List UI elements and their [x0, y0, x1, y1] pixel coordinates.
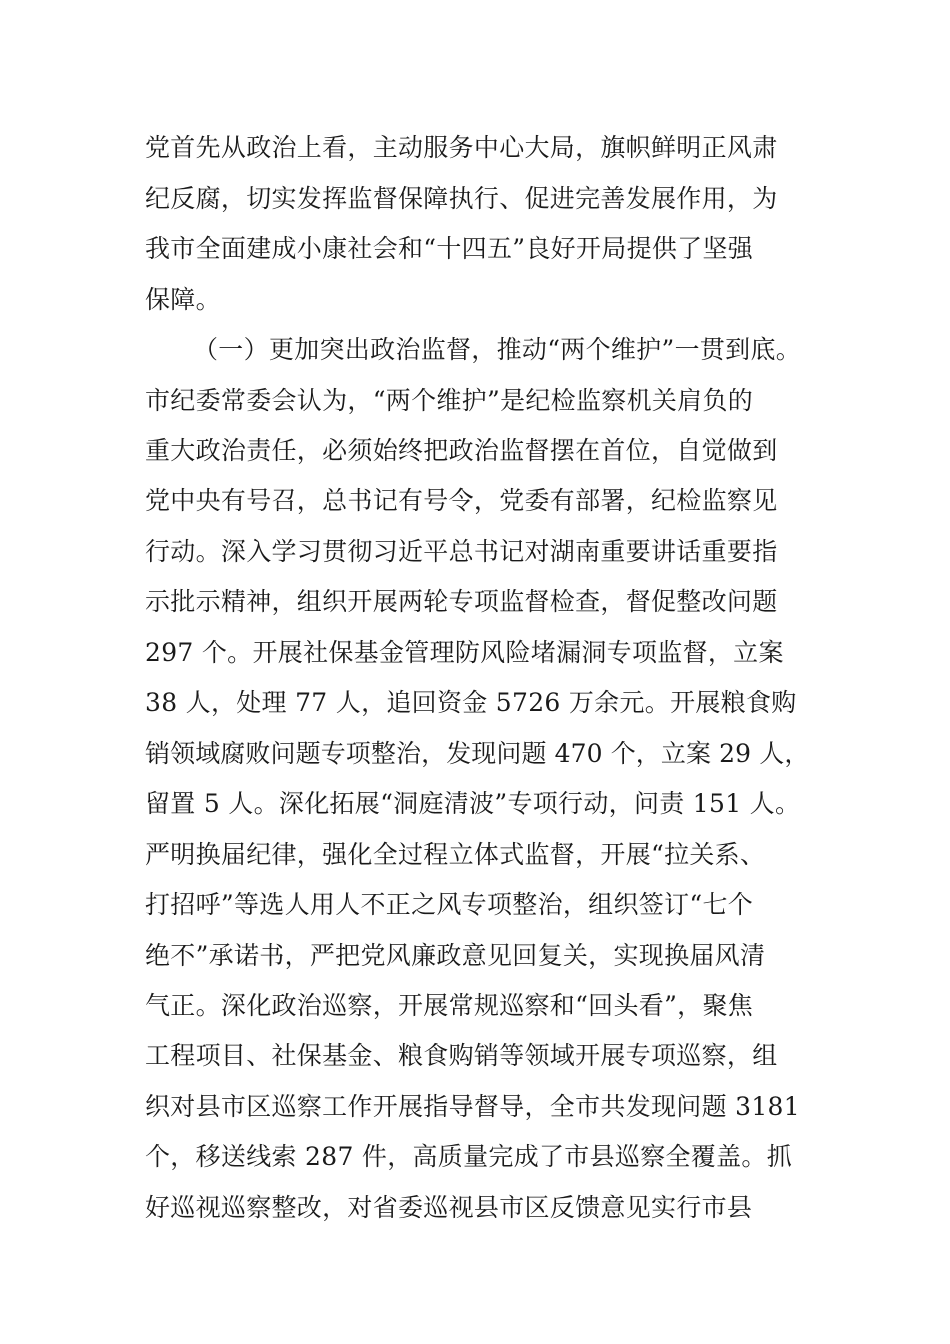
text-line: 严明换届纪律，强化全过程立体式监督，开展“拉关系、	[145, 840, 766, 869]
text-line: 织对县市区巡察工作开展指导督导，全市共发现问题 3181	[145, 1092, 800, 1121]
text-line: 市纪委常委会认为，“两个维护”是纪检监察机关肩负的	[145, 386, 754, 415]
text-line: 个，移送线索 287 件，高质量完成了市县巡察全覆盖。抓	[145, 1142, 793, 1171]
text-line: 保障。	[145, 285, 221, 314]
text-line: 重大政治责任，必须始终把政治监督摆在首位，自觉做到	[145, 436, 778, 465]
text-line: 党中央有号召，总书记有号令，党委有部署，纪检监察见	[145, 486, 778, 515]
text-line: 绝不”承诺书，严把党风廉政意见回复关，实现换届风清	[145, 941, 766, 970]
text-line: 气正。深化政治巡察，开展常规巡察和“回头看”，聚焦	[145, 991, 754, 1020]
text-line: 纪反腐，切实发挥监督保障执行、促进完善发展作用，为	[145, 184, 778, 213]
text-line: 示批示精神，组织开展两轮专项监督检查，督促整改问题	[145, 587, 778, 616]
text-line: 我市全面建成小康社会和“十四五”良好开局提供了坚强	[145, 234, 754, 263]
text-line: 38 人，处理 77 人，追回资金 5726 万余元。开展粮食购	[145, 688, 797, 717]
text-line: 打招呼”等选人用人不正之风专项整治，组织签订“七个	[145, 890, 754, 919]
text-line: 党首先从政治上看，主动服务中心大局，旗帜鲜明正风肃	[145, 133, 778, 162]
text-line: 销领域腐败问题专项整治，发现问题 470 个，立案 29 人，	[145, 739, 810, 768]
text-line: 297 个。开展社保基金管理防风险堵漏洞专项监督，立案	[145, 638, 784, 667]
section-heading: （一）更加突出政治监督，推动“两个维护”一贯到底。	[193, 335, 802, 364]
text-line: 好巡视巡察整改，对省委巡视县市区反馈意见实行市县	[145, 1193, 753, 1222]
text-line: 行动。深入学习贯彻习近平总书记对湖南重要讲话重要指	[145, 537, 778, 566]
text-line: 工程项目、社保基金、粮食购销等领域开展专项巡察，组	[145, 1041, 778, 1070]
text-line: 留置 5 人。深化拓展“洞庭清波”专项行动，问责 151 人。	[145, 789, 801, 818]
